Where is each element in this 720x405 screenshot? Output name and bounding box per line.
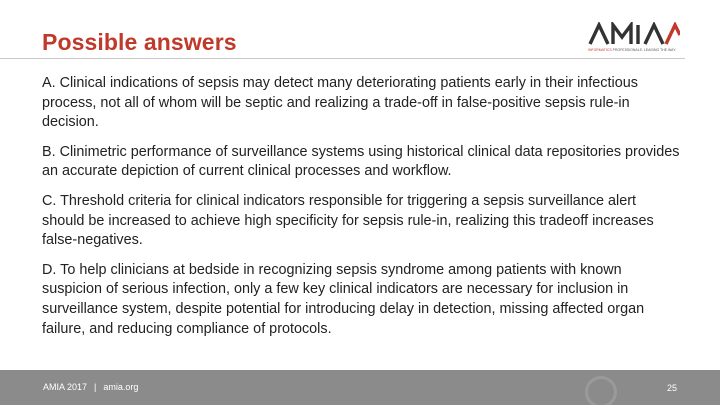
logo-tagline: INFORMATICS PROFESSIONALS. LEADING THE WAY.	[588, 48, 677, 52]
slide-title: Possible answers	[42, 29, 237, 55]
amia-wordmark-graphic	[588, 22, 680, 46]
answer-a: A. Clinical indications of sepsis may detect many deteriorating patients early in their infectious process, not all of whom will be septic and realizing a trade-off in false-positive sepsis rule-in decision.	[42, 75, 638, 131]
answer-b: B. Clinimetric performance of surveillance systems using historical clinical data repositories provides an accurate depiction of current clinical processes and workflow.	[42, 143, 680, 180]
footer-label	[43, 382, 138, 392]
footer-url-link[interactable]: amia.org	[103, 382, 139, 392]
footer-separator: |	[94, 382, 97, 392]
footer-event: AMIA 2017	[43, 382, 88, 392]
answer-d: D. To help clinicians at bedside in recognizing sepsis syndrome among patients with known suspicion of serious infection, only a few key clinical indicators are necessary for inclusion in surveillance system, despite potential for introducing delay in detection, missing affected organ failure, and reducing compliance of protocols.	[42, 261, 645, 337]
page-number: 25	[666, 383, 677, 393]
title-divider	[0, 58, 685, 59]
footer-circle-decoration	[585, 376, 617, 405]
answer-list	[42, 74, 682, 349]
amia-logo	[588, 22, 680, 56]
answer-c: C. Threshold criteria for clinical indicators responsible for triggering a sepsis surveillance alert should be increased to achieve high specificity for sepsis rule-in, realizing this tradeoff increases false-negatives.	[42, 192, 654, 249]
footer-bar	[0, 370, 720, 405]
